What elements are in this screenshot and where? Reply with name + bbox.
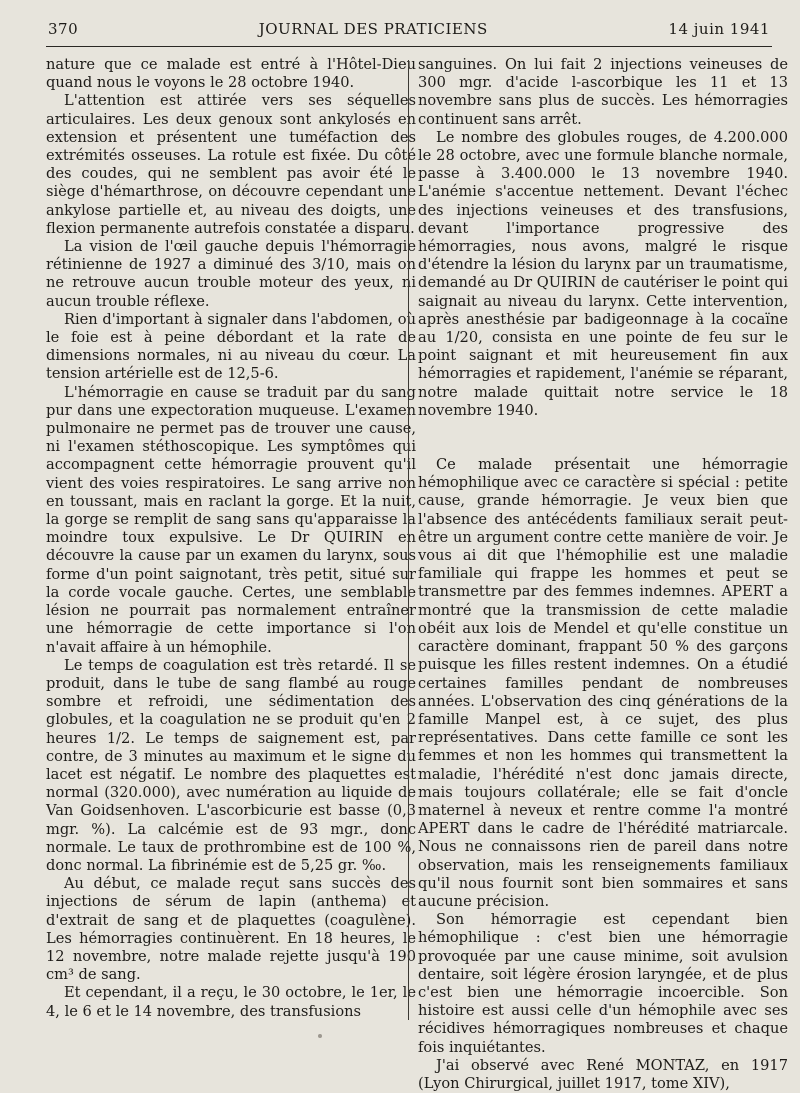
- paragraph: Ce malade présentait une hémorragie hémophilique avec ce caractère si spécial : petite cause, grande hémorragie. Je veux bien que l'absence des antécédents familiaux serait peut-être un argument contre cette manière de voir. Je vous ai dit que l'hémophilie est une maladie familiale qui frappe les hommes et peut se transmettre par des femmes indemnes. APERT a montré que la transmission de cette maladie obéit aux lois de Mendel et qu'elle constitue un caractère dominant, frappant 50 % des garçons puisque les filles restent indemnes. On a étudié certaines familles pendant de nombreuses années. L'observation des cinq générations de la famille Manpel est, à ce sujet, des plus représentatives. Dans cette famille ce sont les femmes et non les hommes qui transmettent la maladie, l'hérédité n'est donc jamais directe, mais toujours collatérale; elle se fait d'oncle maternel à neveux et rentre comme l'a montré APERT dans le cadre de l'hérédité matriarcale. Nous ne connaissons rien de pareil dans notre observation, mais les renseignements familiaux qu'il nous fournit sont bien sommaires et sans aucune précision.: [418, 456, 788, 910]
- paragraph: Au début, ce malade reçut sans succès des injections de sérum de lapin (anthema) et d'extrait de sang et de plaquettes (coagulène). Les hémorragies continuèrent. En 18 heures, le 12 novembre, notre malade rejette jusqu'à 190 cm³ de sang.: [46, 875, 416, 984]
- header-rule: [46, 46, 772, 47]
- paragraph: Le nombre des globules rouges, de 4.200.000 le 28 octobre, avec une formule blanche normale, passe à 3.400.000 le 13 novembre 1940. L'anémie s'accentue nettement. Devant l'échec des injections veineuses et des transfusions, devant l'importance progressive des hémorragies, nous avons, malgré le risque d'étendre la lésion du larynx par un traumatisme, demandé au Dr QUIRIN de cautériser le point qui saignait au niveau du larynx. Cette intervention, après anesthésie par badigeonnage à la cocaïne au 1/20, consista en une pointe de feu sur le point saignant et mit heureusement fin aux hémorragies et rapidement, l'anémie se réparant, notre malade quittait notre service le 18 novembre 1940.: [418, 128, 788, 419]
- paragraph: J'ai observé avec René MONTAZ, en 1917 (Lyon Chirurgical, juillet 1917, tome XIV),: [418, 1056, 788, 1092]
- paragraph: sanguines. On lui fait 2 injections veineuses de 300 mgr. d'acide l-ascorbique les 11 et 13 novembre sans plus de succès. Les hémorragies continuent sans arrêt.: [418, 56, 788, 128]
- column-divider: [408, 60, 409, 1020]
- left-column: [46, 56, 416, 1021]
- paragraph: La vision de l'œil gauche depuis l'hémorragie rétinienne de 1927 a diminué des 3/10, mais on ne retrouve aucun trouble moteur des yeux, ni aucun trouble réflexe.: [46, 238, 416, 310]
- paragraph: Rien d'important à signaler dans l'abdomen, où le foie est à peine débordant et la rate de dimensions normales, ni au niveau du cœur. La tension artérielle est de 12,5-6.: [46, 310, 416, 383]
- paragraph: Le temps de coagulation est très retardé. Il se produit, dans le tube de sang flambé au rouge sombre et refroidi, une sédimentation des globules, et la coagulation ne se produit qu'en 2 heures 1/2. Le temps de saignement est, par contre, de 3 minutes au maximum et le signe du lacet est négatif. Le nombre des plaquettes est normal (320.000), avec numération au liquide de Van Goidsenhoven. L'ascorbicurie est basse (0,3 mgr. %). La calcémie est de 93 mgr., donc normale. Le taux de prothrombine est de 100 %, donc normal. La fibrinémie est de 5,25 gr. ‰.: [46, 656, 416, 874]
- journal-title: JOURNAL DES PRATICIENS: [258, 20, 488, 38]
- paragraph: L'hémorragie en cause se traduit par du sang pur dans une expectoration muqueuse. L'examen pulmonaire ne permet pas de trouver une cause, ni l'examen stéthoscopique. Les symptômes qui accompagnent cette hémorragie prouvent qu'il vient des voies respiratoires. Le sang arrive non en toussant, mais en raclant la gorge. Et la nuit, la gorge se remplit de sang sans qu'apparaisse la moindre toux expulsive. Le Dr QUIRIN en découvre la cause par un examen du larynx, sous forme d'un point saignotant, très petit, situé sur la corde vocale gauche. Certes, une semblable lésion ne pourrait pas normalement entraîner une hémorragie de cette importance si l'on n'avait affaire à un hémophile.: [46, 383, 416, 656]
- issue-date: 14 juin 1941: [668, 20, 770, 38]
- section-gap: [418, 420, 788, 456]
- paragraph: Son hémorragie est cependant bien hémophilique : c'est bien une hémorragie provoquée par une cause minime, soit avulsion dentaire, soit légère érosion laryngée, et de plus c'est bien une hémorragie incoercible. Son histoire est aussi celle d'un hémophile avec ses récidives hémorragiques nombreuses et chaque fois inquiétantes.: [418, 911, 788, 1056]
- right-column: [418, 56, 788, 1093]
- paragraph: nature que ce malade est entré à l'Hôtel-Dieu quand nous le voyons le 28 octobre 1940.: [46, 56, 416, 92]
- paragraph: Et cependant, il a reçu, le 30 octobre, le 1er, le 4, le 6 et le 14 novembre, des transfusions: [46, 984, 416, 1020]
- page-header: [48, 20, 770, 42]
- paragraph: L'attention est attirée vers ses séquelles articulaires. Les deux genoux sont ankylosés en extension et présentent une tuméfaction des extrémités osseuses. La rotule est fixée. Du côté des coudes, qui ne semblent pas avoir été le siège d'hémarthrose, on découvre cependant une ankylose partielle et, au niveau des doigts, une flexion permanente autrefois constatée a disparu.: [46, 92, 416, 237]
- paper-speck: [318, 1034, 322, 1038]
- page-number: 370: [48, 20, 79, 38]
